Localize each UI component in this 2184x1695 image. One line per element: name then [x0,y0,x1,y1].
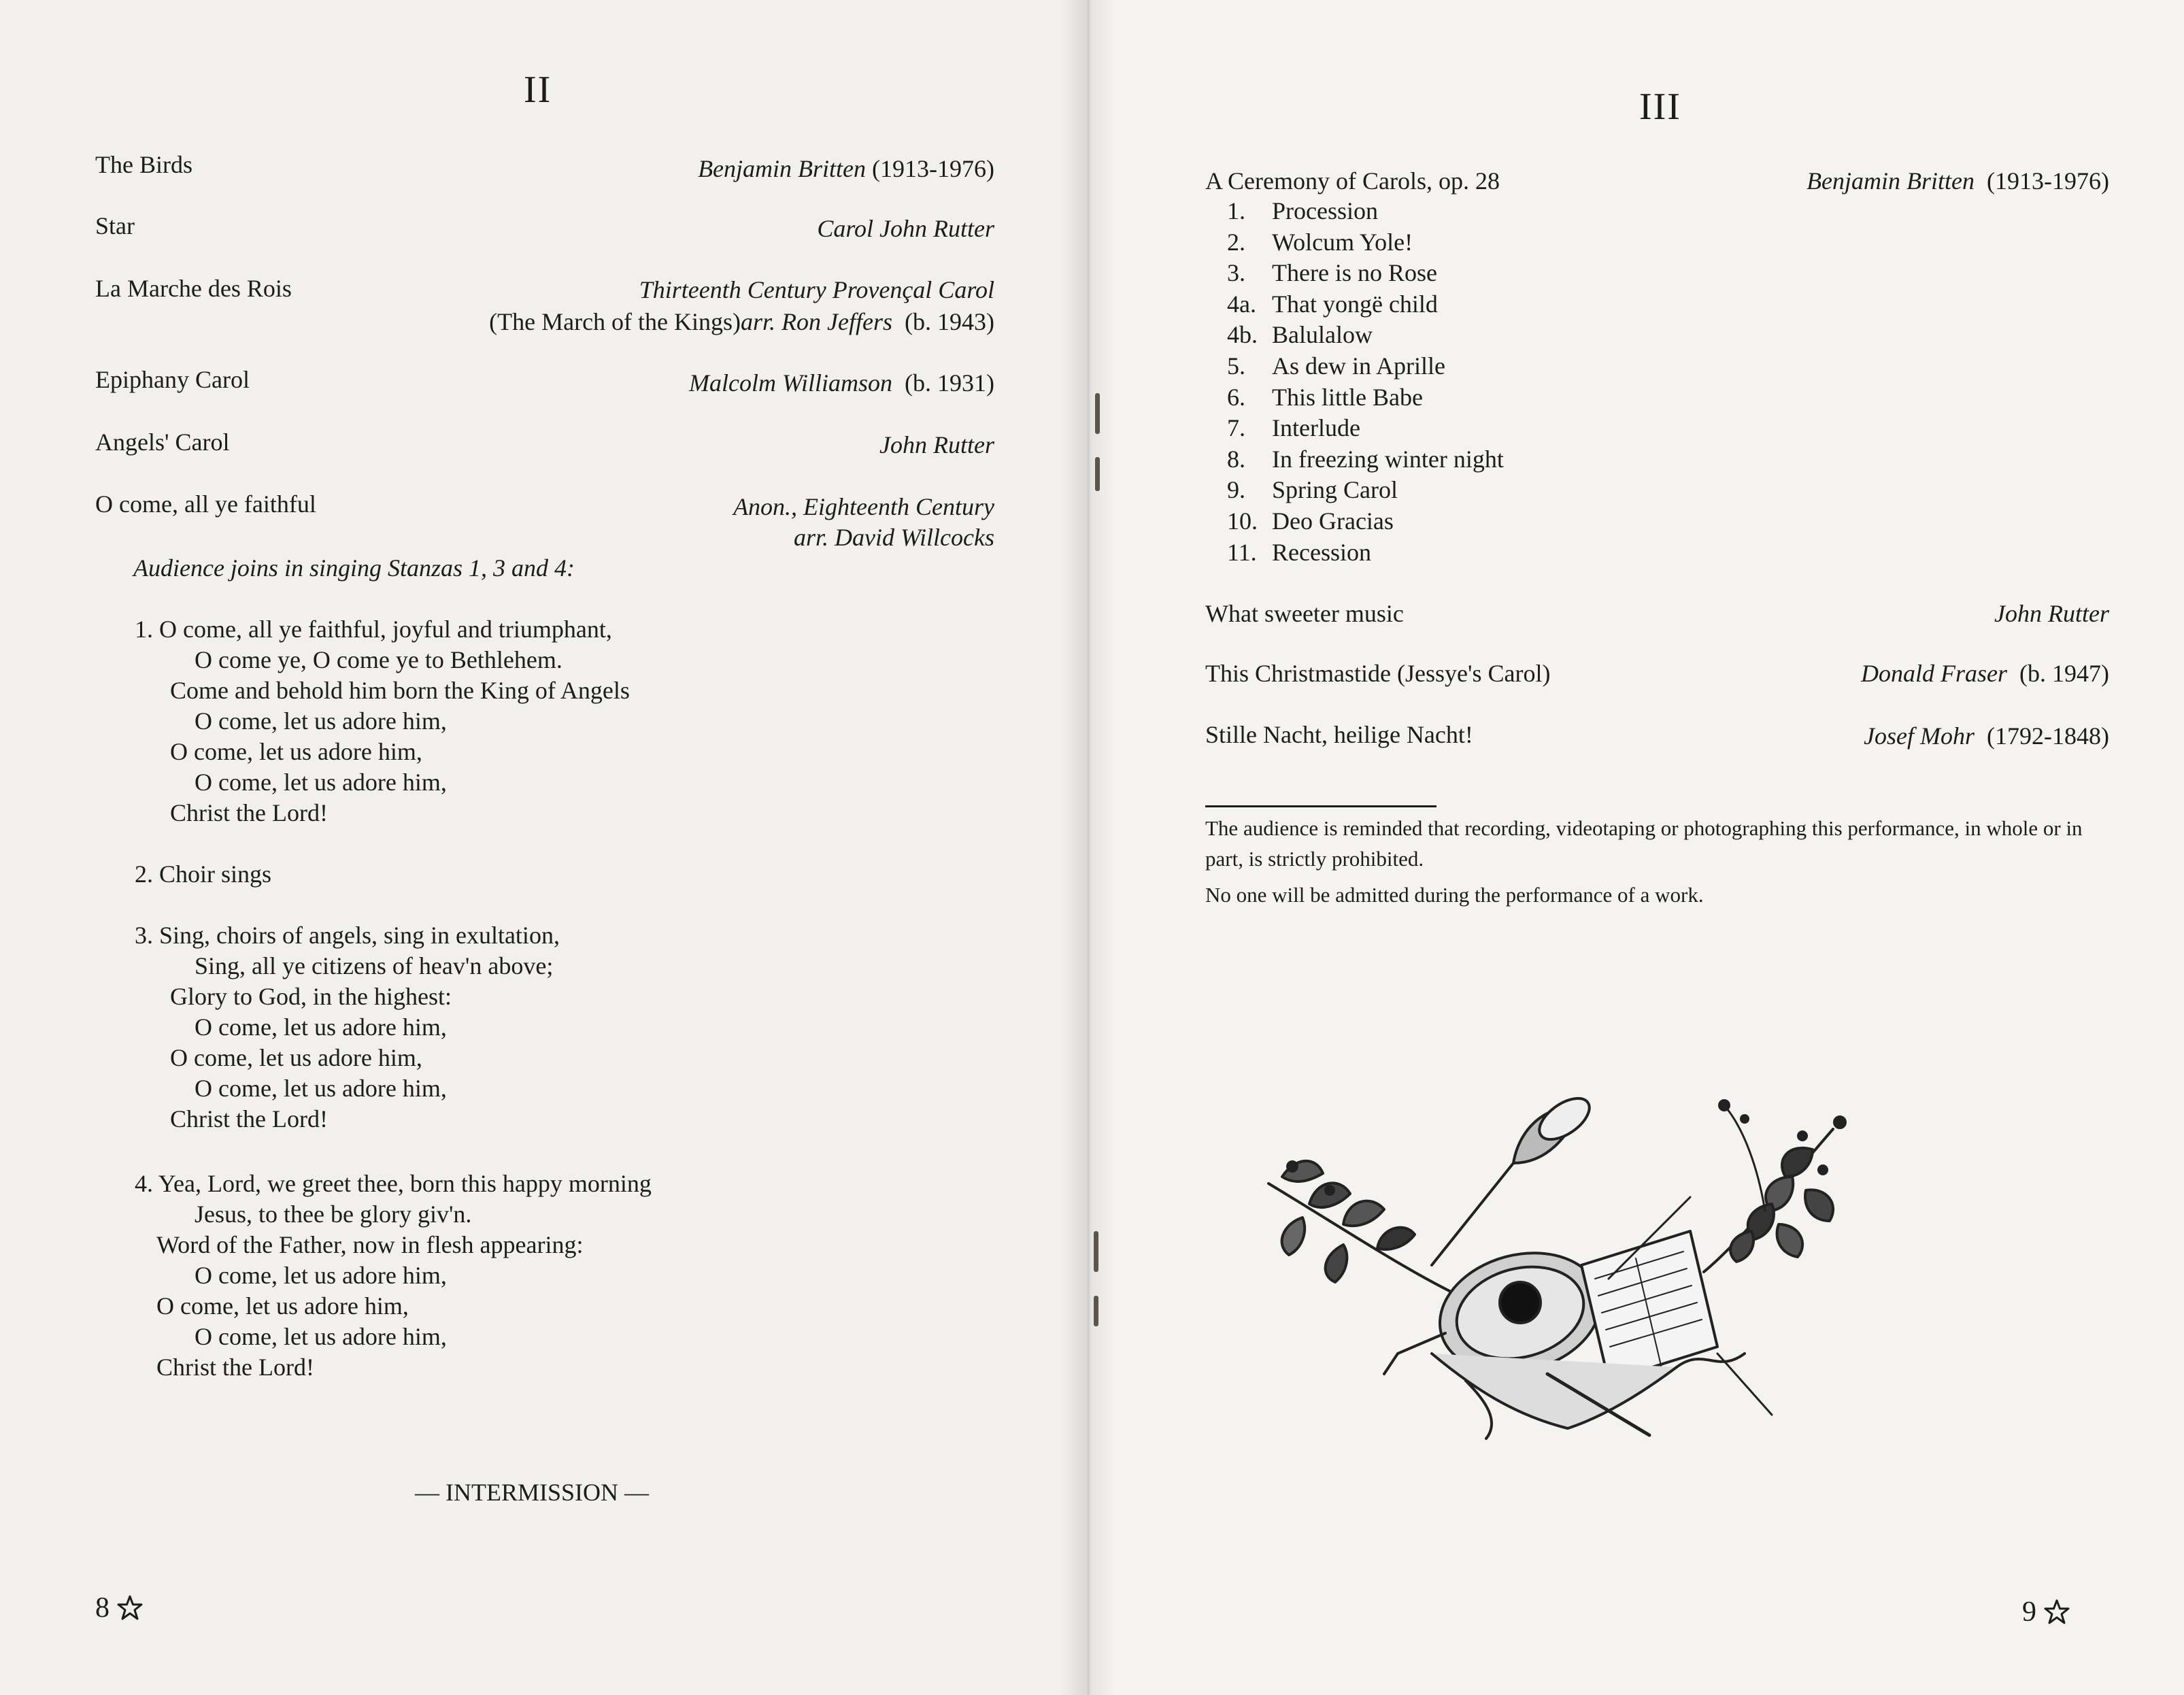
admission-notice: No one will be admitted during the performance of a work. [1205,883,1704,907]
staple [1094,1231,1098,1272]
program-title: The Birds [95,151,192,178]
movement-name: Recession [1272,538,1371,566]
program-title: Epiphany Carol [95,366,250,393]
lyric-line: O come, let us adore him, [195,1075,447,1102]
lyric-line: O come, let us adore him, [195,707,447,735]
lyric-line: 1. O come, all ye faithful, joyful and triumphant, [135,616,612,643]
lyric-line: O come ye, O come ye to Bethlehem. [195,646,562,673]
lyric-line: 3. Sing, choirs of angels, sing in exultation, [135,922,560,949]
lyric-line: Word of the Father, now in flesh appearing: [156,1231,584,1258]
lyric-line: O come, let us adore him, [195,1013,447,1041]
page-number-9: 9 [2022,1596,2070,1628]
left-page [0,0,1088,1695]
ceremony-title: A Ceremony of Carols, op. 28 [1205,167,1500,195]
movement-number: 2. [1227,228,1245,256]
movement-number: 9. [1227,476,1245,504]
lyric-line: O come, let us adore him, [170,1044,422,1071]
program-title: Star [95,212,135,239]
program-title: La Marche des Rois [95,275,292,302]
section-numeral-iii: III [1639,86,1681,128]
movement-name: Deo Gracias [1272,507,1394,535]
program-title: This Christmastide (Jessye's Carol) [1205,660,1551,687]
notice-divider [1205,805,1437,807]
star-outline-icon [116,1594,144,1622]
movement-name: This little Babe [1272,383,1423,411]
star-outline-icon [2043,1598,2070,1626]
lyric-line: Jesus, to thee be glory giv'n. [195,1201,472,1228]
movement-number: 4b. [1227,321,1258,349]
movement-number: 4a. [1227,290,1256,318]
right-page [1088,0,2184,1695]
program-composer: Anon., Eighteenth Century [733,493,994,520]
program-title: Stille Nacht, heilige Nacht! [1205,721,1473,748]
lyric-line: O come, let us adore him, [195,769,447,796]
section-numeral-ii: II [524,69,552,111]
musical-instruments-vignette [1228,1061,1874,1442]
program-composer: Thirteenth Century Provençal Carol [639,276,994,303]
movement-number: 8. [1227,445,1245,473]
movement-name: Procession [1272,197,1378,224]
movement-number: 6. [1227,383,1245,411]
movement-number: 7. [1227,414,1245,442]
movement-number: 1. [1227,197,1245,224]
lyric-line: O come, let us adore him, [195,1323,447,1350]
lyric-line: 4. Yea, Lord, we greet thee, born this happy morning [135,1170,652,1197]
page-number-8: 8 [95,1592,144,1624]
program-composer: Josef Mohr (1792-1848) [1864,722,2109,750]
movement-name: Wolcum Yole! [1272,228,1413,256]
lyric-line: Christ the Lord! [156,1354,314,1381]
movement-name: Spring Carol [1272,476,1398,504]
program-composer: John Rutter [1994,600,2109,627]
program-arranger-line: (The March of the Kings)arr. Ron Jeffers (b. 1943) [489,308,994,335]
staple [1095,393,1100,434]
recording-notice: The audience is reminded that recording, videotaping or photographing this performance, in whole or in part, is strictly prohibited. [1205,816,2083,871]
lyric-line: 2. Choir sings [135,860,272,888]
ceremony-composer: Benjamin Britten (1913-1976) [1807,167,2109,195]
movement-name: There is no Rose [1272,259,1437,287]
program-composer: Benjamin Britten (1913-1976) [698,155,994,182]
lyric-line: O come, let us adore him, [156,1292,409,1320]
movement-name: Interlude [1272,414,1360,442]
program-composer: Carol John Rutter [817,215,994,242]
program-title: Angels' Carol [95,429,230,456]
movement-name: Balulalow [1272,321,1373,349]
lyric-line: Glory to God, in the highest: [170,983,452,1010]
staple [1095,457,1100,491]
movement-number: 10. [1227,507,1258,535]
movement-number: 3. [1227,259,1245,287]
lyric-line: O come, let us adore him, [170,738,422,765]
movement-number: 11. [1227,538,1257,566]
program-composer: John Rutter [879,431,994,458]
program-title: What sweeter music [1205,600,1404,627]
movement-name: As dew in Aprille [1272,352,1445,380]
intermission-label: — INTERMISSION — [415,1479,650,1506]
program-title: O come, all ye faithful [95,490,316,518]
book-gutter-shadow [1061,0,1115,1695]
movement-number: 5. [1227,352,1245,380]
lyric-line: O come, let us adore him, [195,1262,447,1289]
program-arranger: arr. David Willcocks [794,524,994,551]
program-composer: Donald Fraser (b. 1947) [1861,660,2109,687]
lyric-line: Christ the Lord! [170,1105,328,1132]
movement-name: In freezing winter night [1272,445,1504,473]
lyric-line: Come and behold him born the King of Angels [170,677,630,704]
audience-note: Audience joins in singing Stanzas 1, 3 and 4: [133,554,575,582]
lyric-line: Christ the Lord! [170,799,328,826]
staple [1094,1296,1098,1326]
movement-name: That yongë child [1272,290,1438,318]
program-composer: Malcolm Williamson (b. 1931) [689,369,994,397]
lyric-line: Sing, all ye citizens of heav'n above; [195,952,554,979]
